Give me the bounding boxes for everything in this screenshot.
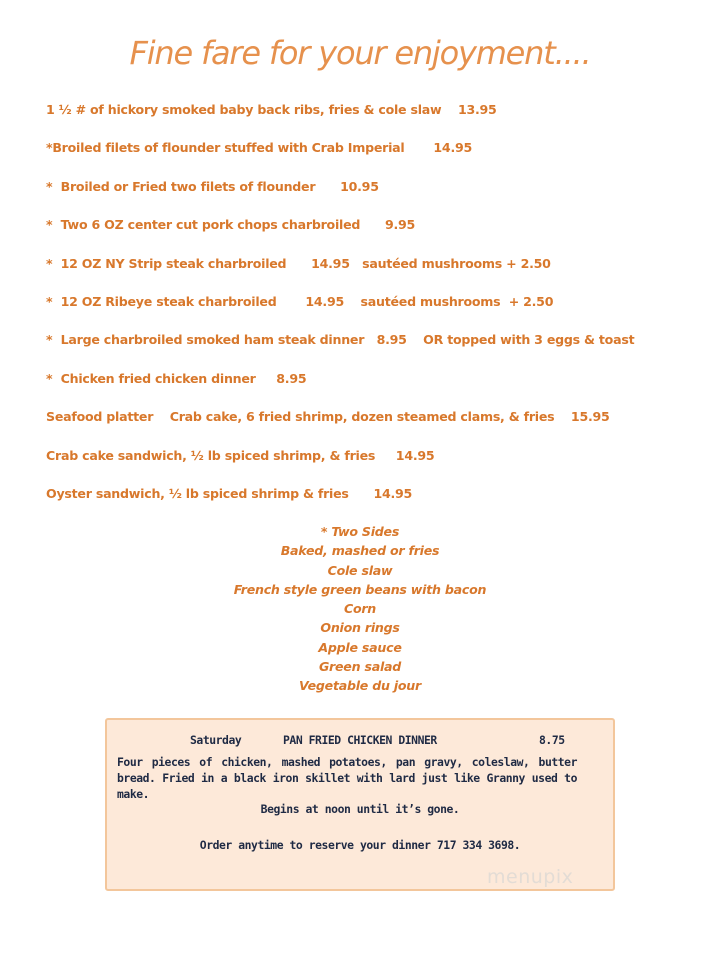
special-begins: Begins at noon until it’s gone. <box>260 802 460 816</box>
menu-item: * Broiled or Fried two filets of flounder 10.95 <box>46 178 379 194</box>
menu-item: * Chicken fried chicken dinner 8.95 <box>46 370 307 386</box>
menu-item: 1 ½ # of hickory smoked baby back ribs, fries & cole slaw 13.95 <box>46 102 497 117</box>
menu-item: * Large charbroiled smoked ham steak dinner 8.95 OR topped with 3 eggs & toast <box>46 332 635 348</box>
menu-item: Seafood platter Crab cake, 6 fried shrimp, dozen steamed clams, & fries 15.95 <box>46 409 610 425</box>
menu-items-list <box>46 100 706 522</box>
menu-item: Crab cake sandwich, ½ lb spiced shrimp, & fries 14.95 <box>46 447 435 463</box>
menu-item: Oyster sandwich, ½ lb spiced shrimp & fries 14.95 <box>46 485 413 501</box>
side-item: Apple sauce <box>318 639 402 655</box>
special-header <box>107 733 613 749</box>
side-item: Green salad <box>318 659 402 675</box>
watermark-logo: menupix <box>487 866 574 888</box>
side-item: Corn <box>343 601 377 617</box>
special-price: 8.75 <box>539 733 565 747</box>
menu-item: * 12 OZ Ribeye steak charbroiled 14.95 sautéed mushrooms + 2.50 <box>46 293 554 309</box>
side-item: Vegetable du jour <box>299 678 421 694</box>
sides-list <box>0 522 720 696</box>
special-description: Four pieces of chicken, mashed potatoes, pan gravy, coleslaw, butter bread. Fried in a black iron skillet with lard just like Granny used to make. <box>117 755 577 801</box>
special-order-info: Order anytime to reserve your dinner 717 334 3698. <box>199 838 521 852</box>
special-name: PAN FRIED CHICKEN DINNER <box>283 733 437 747</box>
side-item: Cole slaw <box>327 562 393 578</box>
special-day: Saturday <box>190 733 242 747</box>
menu-item: * 12 OZ NY Strip steak charbroiled 14.95 sautéed mushrooms + 2.50 <box>46 255 551 271</box>
menu-item: * Two 6 OZ center cut pork chops charbroiled 9.95 <box>46 217 416 233</box>
side-item: Baked, mashed or fries <box>280 543 440 559</box>
side-item: French style green beans with bacon <box>233 581 487 597</box>
sides-heading: * Two Sides <box>320 524 400 539</box>
menu-title: Fine fare for your enjoyment.... <box>129 34 591 72</box>
menu-item: *Broiled filets of flounder stuffed with Crab Imperial 14.95 <box>46 140 473 156</box>
side-item: Onion rings <box>320 620 400 636</box>
